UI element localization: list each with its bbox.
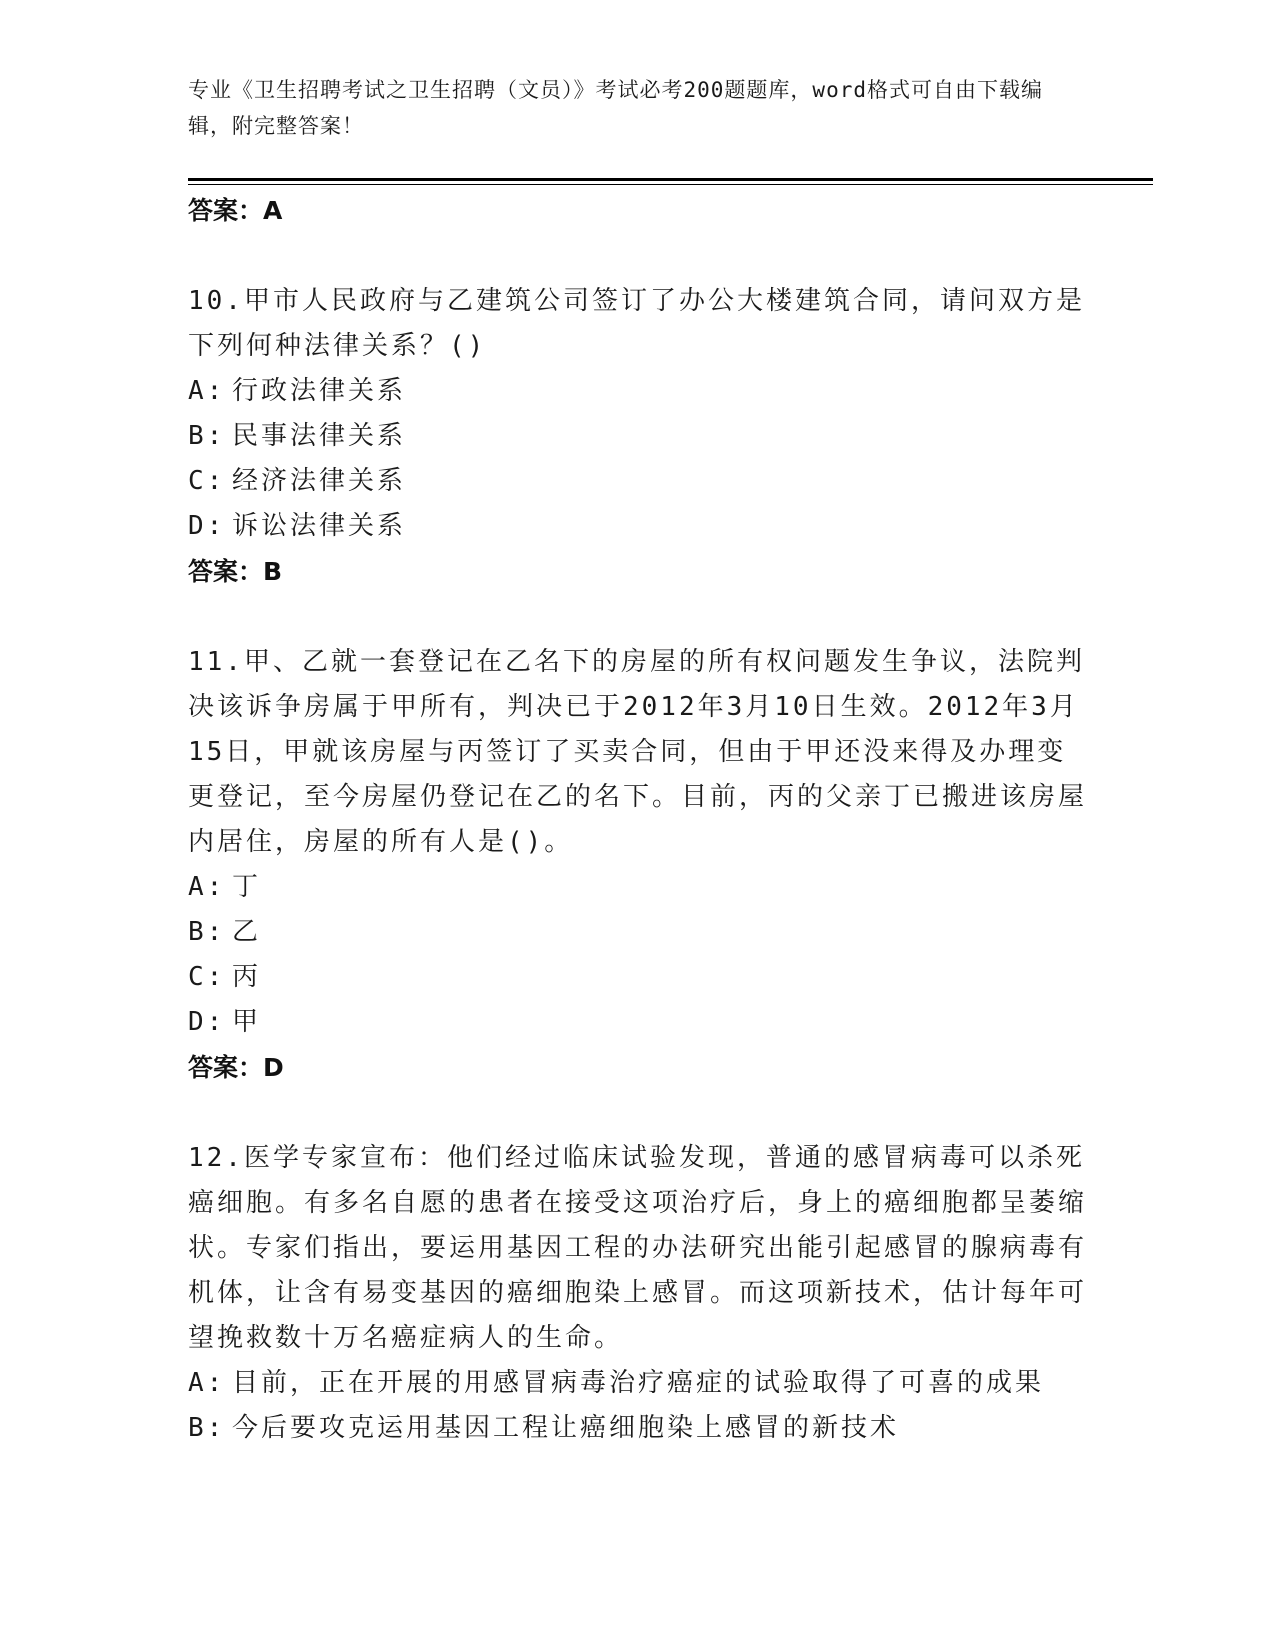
option-text: 目前，正在开展的用感冒病毒治疗癌症的试验取得了可喜的成果: [232, 1368, 1045, 1398]
option-text: 乙: [232, 917, 262, 947]
option-letter: B:: [188, 917, 226, 947]
option-text: 经济法律关系: [232, 466, 407, 496]
option-b: [188, 414, 1088, 459]
answer-line: 答案：B: [188, 557, 283, 586]
option-text: 民事法律关系: [232, 421, 407, 451]
option-letter: A:: [188, 1368, 226, 1398]
option-text: 甲: [232, 1007, 262, 1037]
question-11: [188, 640, 1088, 1090]
page-header: 专业《卫生招聘考试之卫生招聘（文员）》考试必考200题题库，word格式可自由下载编辑，附完整答案！: [188, 78, 1043, 138]
answer-line: 答案：D: [188, 1053, 284, 1082]
question-stem: 11.甲、乙就一套登记在乙名下的房屋的所有权问题发生争议，法院判决该诉争房属于甲所有，判决已于2012年3月10日生效。2012年3月15日，甲就该房屋与丙签订了买卖合同，但由于甲还没来得及办理变更登记，至今房屋仍登记在乙的名下。目前，丙的父亲丁已搬进该房屋内居住，房屋的所有人是()。: [188, 647, 1088, 857]
option-b: [188, 910, 1088, 955]
option-text: 今后要攻克运用基因工程让癌细胞染上感冒的新技术: [232, 1413, 900, 1443]
option-text: 行政法律关系: [232, 376, 407, 406]
previous-answer: 答案：A: [188, 196, 283, 225]
option-c: [188, 955, 1088, 1000]
option-letter: B:: [188, 1413, 226, 1443]
option-text: 丙: [232, 962, 262, 992]
question-stem: 12.医学专家宣布：他们经过临床试验发现，普通的感冒病毒可以杀死癌细胞。有多名自愿的患者在接受这项治疗后，身上的癌细胞都呈萎缩状。专家们指出，要运用基因工程的办法研究出能引起感冒的腺病毒有机体，让含有易变基因的癌细胞染上感冒。而这项新技术，估计每年可望挽救数十万名癌症病人的生命。: [188, 1143, 1088, 1353]
question-stem: 10.甲市人民政府与乙建筑公司签订了办公大楼建筑合同，请问双方是下列何种法律关系？(): [188, 286, 1085, 361]
option-c: [188, 459, 1088, 504]
option-d: [188, 504, 1088, 549]
header-rule-thick: [188, 178, 1153, 181]
document-content: [188, 188, 1088, 1451]
option-letter: A:: [188, 376, 226, 406]
option-text: 诉讼法律关系: [232, 511, 407, 541]
option-letter: B:: [188, 421, 226, 451]
option-a: [188, 369, 1088, 414]
question-12: [188, 1136, 1088, 1451]
option-text: 丁: [232, 872, 262, 902]
option-a: [188, 1361, 1088, 1406]
option-a: [188, 865, 1088, 910]
header-rule-thin: [188, 184, 1153, 185]
question-10: [188, 279, 1088, 594]
option-letter: D:: [188, 511, 226, 541]
option-letter: D:: [188, 1007, 226, 1037]
option-b: [188, 1406, 1088, 1451]
option-letter: C:: [188, 466, 226, 496]
option-d: [188, 1000, 1088, 1045]
option-letter: A:: [188, 872, 226, 902]
option-letter: C:: [188, 962, 226, 992]
